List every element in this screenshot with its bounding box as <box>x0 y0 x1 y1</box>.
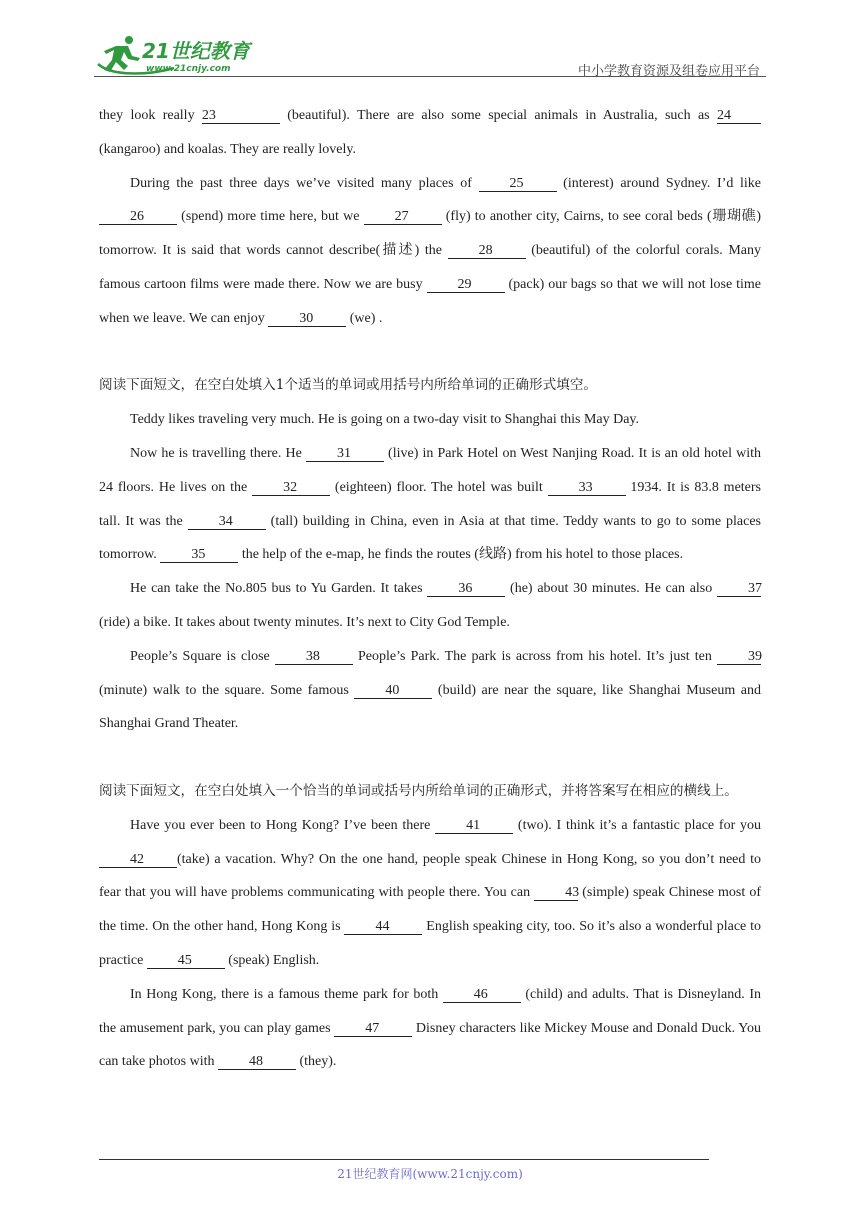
passage-text: (he) about 30 minutes. He can also <box>505 581 717 597</box>
answer-blank[interactable]: 27 <box>364 209 442 225</box>
passage-text: People’s Square is close <box>130 648 275 664</box>
answer-blank[interactable]: 23 <box>202 108 280 124</box>
passage-text: (live) in Park Hotel on West Nanjing Road. It is an old hotel with 24 floors. He lives on the <box>99 445 761 495</box>
passage-paragraph <box>99 167 761 336</box>
passage-text: (we) . <box>346 310 383 326</box>
passage-text: Teddy likes traveling very much. He is going on a two-day visit to Shanghai this May Day. <box>130 412 640 428</box>
passage-text: English speaking city, too. So it’s also a wonderful place to practice <box>99 919 761 968</box>
section-instruction <box>99 775 761 809</box>
footer-divider <box>99 1159 709 1160</box>
answer-blank[interactable]: 24 <box>717 108 761 124</box>
header-divider <box>94 76 766 77</box>
passage-text: (kangaroo) and koalas. They are really lovely. <box>99 141 356 157</box>
answer-blank[interactable]: 26 <box>99 209 177 225</box>
answer-blank[interactable]: 39 <box>717 649 761 665</box>
logo-title: 21世纪教育 <box>142 39 250 63</box>
passage-paragraph <box>99 99 761 167</box>
answer-blank[interactable]: 29 <box>427 277 505 293</box>
document-body <box>99 99 761 1079</box>
answer-blank[interactable]: 43 <box>534 885 578 901</box>
passage-text: He can take the No.805 bus to Yu Garden. It takes <box>130 581 428 597</box>
answer-blank[interactable]: 25 <box>479 176 557 192</box>
passage-text: (ride) a bike. It takes about twenty minutes. It’s next to City God Temple. <box>99 614 510 630</box>
passage-text: (beautiful) of the colorful corals. Many famous cartoon films were made there. Now we are busy <box>99 243 761 292</box>
answer-blank[interactable]: 40 <box>354 683 432 699</box>
passage-text: (interest) around Sydney. I’d like <box>556 175 761 191</box>
passage-paragraph <box>99 978 761 1079</box>
passage-text: (spend) more time here, but we <box>177 209 364 225</box>
answer-blank[interactable]: 42 <box>99 852 177 868</box>
passage-text: Have you ever been to Hong Kong? I’ve been there <box>130 817 436 833</box>
passage-text: (speak) English. <box>224 952 320 968</box>
passage-text: Now he is travelling there. He <box>130 445 306 461</box>
answer-blank[interactable]: 44 <box>344 919 422 935</box>
passage-paragraph <box>99 572 761 640</box>
section-instruction <box>99 369 761 403</box>
passage-text: (pack) our bags so that we will not lose time when we leave. We can enjoy <box>99 276 761 326</box>
answer-blank[interactable]: 47 <box>334 1021 412 1037</box>
passage-text: 阅读下面短文，在空白处填入1个适当的单词或用括号内所给单词的正确形式填空。 <box>99 377 598 394</box>
page-header <box>94 30 766 78</box>
passage-text: the help of the e-map, he finds the routes (线路) from his hotel to those places. <box>238 547 684 563</box>
passage-paragraph <box>99 809 761 978</box>
platform-label: 中小学教育资源及组卷应用平台 <box>577 64 760 79</box>
passage-text: (tall) building in China, even in Asia at that time. Teddy wants to go to some places tomorrow. <box>99 513 762 563</box>
logo-url: www.21cnjy.com <box>146 64 231 74</box>
answer-blank[interactable]: 32 <box>252 480 330 496</box>
answer-blank[interactable]: 35 <box>160 547 238 563</box>
passage-paragraph <box>99 640 761 741</box>
answer-blank[interactable]: 46 <box>443 987 521 1003</box>
answer-blank[interactable]: 34 <box>188 514 266 530</box>
answer-blank[interactable]: 28 <box>448 243 526 259</box>
passage-text: People’s Park. The park is across from his hotel. It’s just ten <box>352 648 717 664</box>
passage-text: 阅读下面短文，在空白处填入一个恰当的单词或括号内所给单词的正确形式，并将答案写在相应的横线上。 <box>99 782 738 799</box>
passage-text: During the past three days we’ve visited many places of <box>130 175 479 191</box>
answer-blank[interactable]: 38 <box>275 649 353 665</box>
passage-text: In Hong Kong, there is a famous theme park for both <box>130 986 443 1002</box>
passage-text: (they). <box>295 1054 337 1070</box>
answer-blank[interactable]: 31 <box>306 446 384 462</box>
passage-text: they look really <box>99 108 202 123</box>
passage-paragraph <box>99 403 761 437</box>
answer-blank[interactable]: 30 <box>268 311 346 327</box>
passage-text: (fly) to another city, Cairns, to see coral beds (珊瑚礁) tomorrow. It is said that words cannot describe(描述) the <box>99 209 761 259</box>
passage-text: (eighteen) floor. The hotel was built <box>330 479 548 495</box>
passage-text: (minute) walk to the square. Some famous <box>99 682 355 698</box>
answer-blank[interactable]: 36 <box>427 581 505 597</box>
passage-text: (child) and adults. That is Disneyland. In the amusement park, you can play games <box>99 986 761 1036</box>
answer-blank[interactable]: 41 <box>435 818 513 834</box>
passage-text: (beautiful). There are also some special animals in Australia, such as <box>279 108 717 123</box>
site-logo <box>94 34 264 76</box>
passage-text: (simple) speak Chinese most of the time. On the other hand, Hong Kong is <box>99 885 761 935</box>
footer-text: 21世纪教育网(www.21cnjy.com) <box>337 1167 523 1181</box>
answer-blank[interactable]: 33 <box>548 480 626 496</box>
passage-text: (build) are near the square, like Shanghai Museum and Shanghai Grand Theater. <box>99 682 761 732</box>
passage-paragraph <box>99 437 761 572</box>
answer-blank[interactable]: 45 <box>147 953 225 969</box>
passage-text: 1934. It is 83.8 meters tall. It was the <box>99 479 761 529</box>
answer-blank[interactable]: 48 <box>218 1054 296 1070</box>
passage-text: (two). I think it’s a fantastic place for you <box>513 817 762 833</box>
answer-blank[interactable]: 37 <box>717 581 761 597</box>
passage-text: Disney characters like Mickey Mouse and Donald Duck. You can take photos with <box>99 1020 761 1070</box>
passage-text: (take) a vacation. Why? On the one hand, people speak Chinese in Hong Kong, so you don’t need to fear that you will have problems communicating with people there. You can <box>99 851 761 901</box>
